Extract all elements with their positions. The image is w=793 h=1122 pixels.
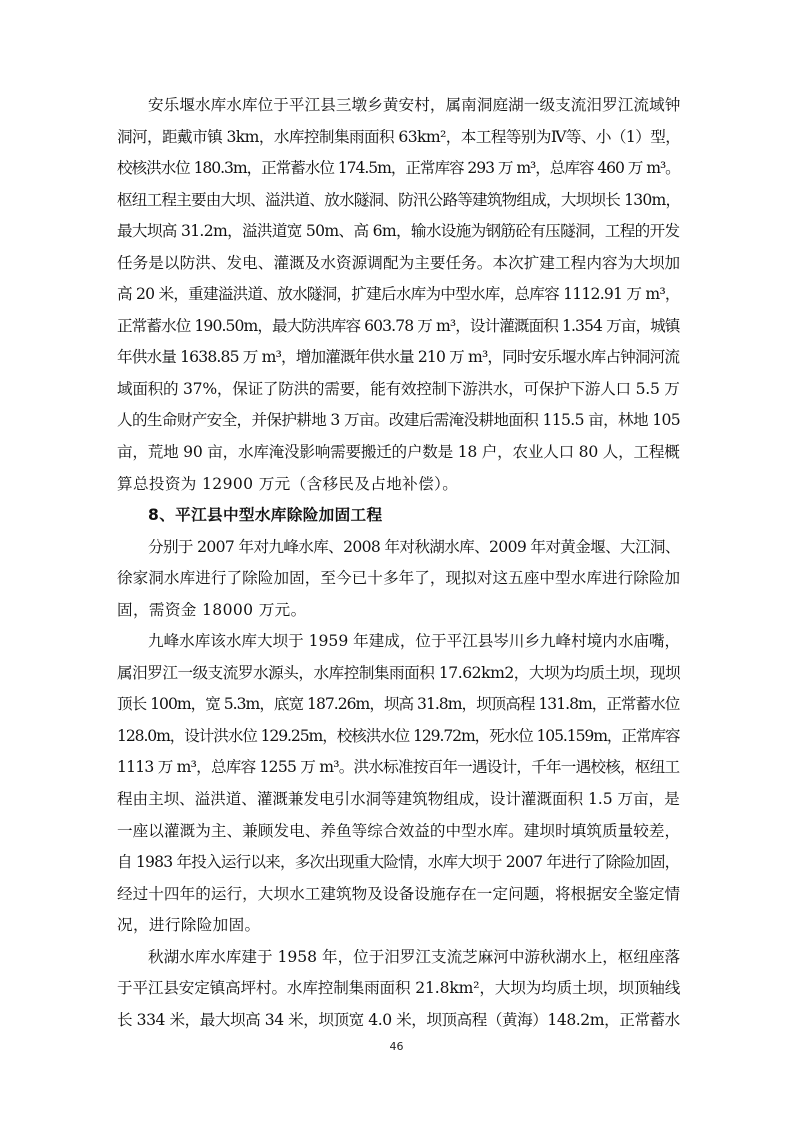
text-line: 正常蓄水位 190.50m，最大防洪库容 603.78 万 m³，设计灌溉面积 1.354 万亩，城镇	[117, 316, 680, 335]
text-line: 长 334 米，最大坝高 34 米，坝顶宽 4.0 米，坝顶高程（黄海）148.2m，正常蓄水	[117, 1010, 680, 1029]
text-line: 顶长 100m，宽 5.3m，底宽 187.26m，坝高 31.8m，坝顶高程 131.8m，正常蓄水位	[117, 695, 680, 714]
text-line: 人的生命财产安全，并保护耕地 3 万亩。改建后需淹没耕地面积 115.5 亩，林地 105	[117, 411, 681, 430]
text-line: 经过十四年的运行，大坝水工建筑物及设备设施存在一定问题，将根据安全鉴定情	[117, 884, 681, 903]
text-line: 分别于 2007 年对九峰水库、2008 年对秋湖水库、2009 年对黄金堰、大江洞、	[148, 537, 680, 556]
text-line: 一座以灌溉为主、兼顾发电、养鱼等综合效益的中型水库。建坝时填筑质量较差，	[117, 821, 681, 840]
text-line: 于平江县安定镇高坪村。水库控制集雨面积 21.8km²，大坝为均质土坝，坝顶轴线	[117, 979, 681, 998]
text-line: 徐家洞水库进行了除险加固，至今已十多年了，现拟对这五座中型水库进行除险加	[117, 569, 681, 588]
text-line: 洞河，距戴市镇 3km，水库控制集雨面积 63km²，本工程等别为Ⅳ等、小（1）型，	[117, 127, 681, 146]
text-line: 况，进行除险加固。	[117, 916, 261, 935]
text-line: 校核洪水位 180.3m，正常蓄水位 174.5m，正常库容 293 万 m³，总库容 460 万 m³。	[117, 159, 680, 178]
text-line: 128.0m，设计洪水位 129.25m，校核洪水位 129.72m，死水位 105.159m，正常库容	[117, 726, 680, 745]
text-line: 属汨罗江一级支流罗水源头，水库控制集雨面积 17.62km2，大坝为均质土坝，现坝	[117, 663, 681, 682]
text-line: 程由主坝、溢洪道、灌溉兼发电引水洞等建筑物组成，设计灌溉面积 1.5 万亩，是	[117, 790, 680, 809]
page-number: 46	[389, 1040, 404, 1053]
text-line: 任务是以防洪、发电、灌溉及水资源调配为主要任务。本次扩建工程内容为大坝加	[117, 253, 681, 272]
text-line: 亩，荒地 90 亩，水库淹没影响需要搬迁的户数是 18 户，农业人口 80 人，工程概	[117, 443, 680, 462]
text-line: 域面积的 37%，保证了防洪的需要，能有效控制下游洪水，可保护下游人口 5.5 万	[117, 379, 680, 398]
text-line: 最大坝高 31.2m，溢洪道宽 50m、高 6m，输水设施为钢筋砼有压隧洞，工程的开发	[117, 222, 680, 241]
text-line: 固，需资金 18000 万元。	[117, 600, 307, 619]
text-line: 高 20 米，重建溢洪道、放水隧洞，扩建后水库为中型水库，总库容 1112.91 万 m³，	[117, 285, 680, 304]
document-body	[117, 90, 682, 1036]
text-line: 安乐堰水库水库位于平江县三墩乡黄安村，属南洞庭湖一级支流汨罗江流域钟	[148, 96, 681, 114]
text-line: 枢纽工程主要由大坝、溢洪道、放水隧洞、防汛公路等建筑物组成，大坝坝长 130m，	[117, 190, 681, 209]
text-line: 自 1983 年投入运行以来，多次出现重大险情，水库大坝于 2007 年进行了除险加固，	[117, 853, 680, 872]
text-line: 算总投资为 12900 万元（含移民及占地补偿）。	[117, 474, 459, 493]
text-line: 年供水量 1638.85 万 m³，增加灌溉年供水量 210 万 m³，同时安乐堰水库占钟洞河流	[117, 348, 680, 367]
section-heading: 8、平江县中型水库除险加固工程	[148, 506, 383, 525]
text-line: 九峰水库该水库大坝于 1959 年建成，位于平江县岑川乡九峰村境内水庙嘴，	[148, 632, 681, 651]
text-line: 秋湖水库水库建于 1958 年，位于汨罗江支流芝麻河中游秋湖水上，枢纽座落	[148, 947, 681, 966]
text-line: 1113 万 m³，总库容 1255 万 m³。洪水标准按百年一遇设计，千年一遇校核，枢纽工	[117, 758, 680, 777]
